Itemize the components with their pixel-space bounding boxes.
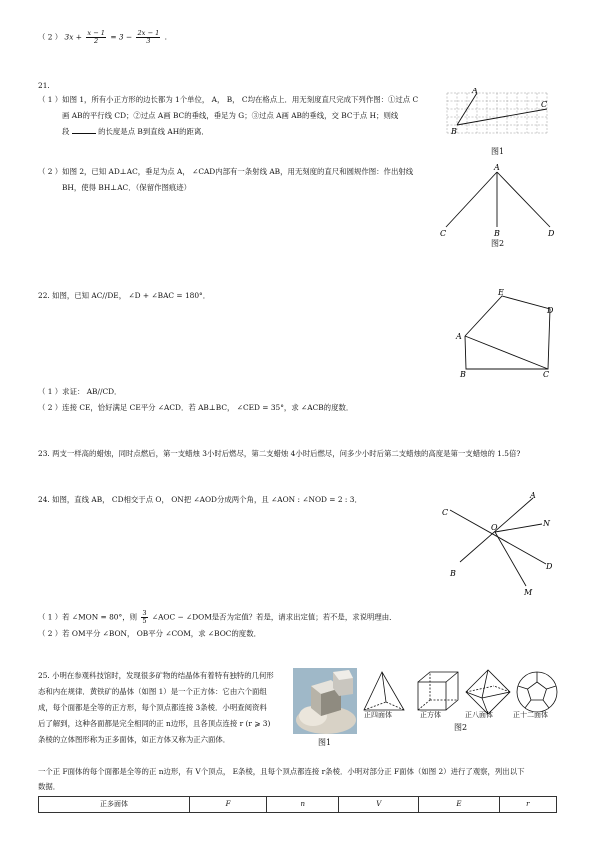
p24-q1-frac xyxy=(141,610,147,625)
p24-label-a: A xyxy=(530,491,536,500)
p21-part2-line2: BH，使得 BH⊥AC．（保留作图痕迹） xyxy=(62,183,192,192)
polyhedra-data-table xyxy=(38,796,557,813)
fig2-label-a: A xyxy=(494,163,500,172)
table-header-cell: 正多面体 xyxy=(39,797,190,813)
p25-paragraph2-line2: 数据． xyxy=(38,782,61,791)
segment-bc xyxy=(457,109,547,125)
p25-paragraph1 xyxy=(38,670,274,750)
segment-ac xyxy=(465,336,548,369)
p25-line: 态和内在规律．黄铁矿的晶体（如图 1）是一个正方体：它由六个面组 xyxy=(38,687,267,696)
p24-label-o: O xyxy=(491,523,498,532)
p25-paragraph2-line1: 一个正 F面体的每个面都是全等的正 n边形，有 V个顶点， E条棱，且每个顶点都连接 r条棱．小明对部分正 F面体（如图 2）进行了观察，列出以下 xyxy=(38,767,525,776)
p21-figure1 xyxy=(443,88,553,150)
p22-label-e: E xyxy=(498,288,504,297)
solid-label-octahedron: 正八面体 xyxy=(465,711,493,719)
p24-label-c: C xyxy=(442,508,449,517)
table-header-cell: r xyxy=(499,797,556,813)
ray-om xyxy=(495,532,526,586)
p20-eq-a: 3x + xyxy=(64,32,82,42)
ray-ad xyxy=(497,172,550,227)
p22-label-a: A xyxy=(456,332,462,341)
p20-frac2 xyxy=(136,30,160,45)
quad-outline xyxy=(465,296,550,369)
p25-line: 成，每个面都是全等的正方形，每个顶点都连接 3条棱．小明查阅资料 xyxy=(38,703,267,712)
tetrahedron-icon xyxy=(364,672,404,710)
p21-part2-line1: （ 2 ）如图 2，已知 AD⊥AC，垂足为点 A， ∠CAD内部有一条射线 AB，用无刻度的直尺和圆规作图：作出射线 xyxy=(38,167,414,176)
pyrite-crystal-photo xyxy=(293,668,357,734)
p24-label-m: M xyxy=(524,588,533,597)
p24-label-b: B xyxy=(450,569,456,578)
p25-line: 25. 小明在参观科技馆时，发现很多矿物的结晶体有着特有独特的几何形 xyxy=(38,671,274,680)
p21-figure1-caption: 图1 xyxy=(491,147,505,156)
p20-eq-end: . xyxy=(164,32,168,42)
octahedron-icon xyxy=(466,670,510,714)
p20-frac2-num: 2x − 1 xyxy=(137,29,160,37)
p21-figure2 xyxy=(435,162,559,238)
p20-frac2-den: 3 xyxy=(146,36,151,45)
p22-question1: （ 1 ）求证： AB//CD． xyxy=(38,387,122,396)
p22-figure xyxy=(452,286,562,378)
p24-question1 xyxy=(38,610,397,625)
p24-q1-frac-den: 5 xyxy=(142,616,147,625)
p20-frac1-den: 2 xyxy=(94,36,99,45)
dodecahedron-icon xyxy=(517,672,557,712)
p21-number: 21. xyxy=(38,81,50,90)
p20-equation xyxy=(38,30,167,45)
p24-stem: 24. 如图，直线 AB， CD相交于点 O， ON把 ∠AOD分成两个角，且 ∠AON : ∠NOD = 2 : 3． xyxy=(38,495,362,504)
p22-label-c: C xyxy=(543,370,550,378)
cube-icon xyxy=(418,672,458,710)
p25-figure2-caption: 图2 xyxy=(454,723,468,732)
p21-part1-line1: （ 1 ）如图 1，所有小正方形的边长都为 1个单位， A， B， C均在格点上．用无刻度直尺完成下列作图：①过点 C xyxy=(38,95,419,104)
p20-frac1 xyxy=(86,30,106,45)
solid-label-dodecahedron: 正十二面体 xyxy=(513,711,548,719)
solid-label-cube: 正方体 xyxy=(420,711,441,719)
p20-frac1-num: x − 1 xyxy=(87,29,105,37)
p23-stem: 23. 两支一样高的蜡烛，同时点燃后，第一支蜡烛 3小时后燃尽，第二支蜡烛 4小时后燃尽，问多少小时后第二支蜡烛的高度是第一支蜡烛的 1.5倍? xyxy=(38,449,521,458)
p21-part1-line3b: 的长度是点 B到直线 AH的距离． xyxy=(98,127,209,136)
p24-figure xyxy=(438,488,558,600)
p24-label-d: D xyxy=(546,562,553,571)
fig2-label-b: B xyxy=(494,229,500,238)
table-header-cell: n xyxy=(267,797,339,813)
fig1-label-a: A xyxy=(472,88,478,95)
fig2-label-d: D xyxy=(548,229,555,238)
p21-part1-line3 xyxy=(62,126,209,137)
p24-label-n: N xyxy=(543,519,550,528)
p22-label-d: D xyxy=(547,306,554,315)
p20-label: （ 2 ） xyxy=(38,32,63,42)
p22-stem: 22. 如图，已知 AC//DE， ∠D + ∠BAC = 180°． xyxy=(38,291,211,300)
fig1-label-c: C xyxy=(541,100,548,109)
solid-label-tetrahedron: 正四面体 xyxy=(364,711,392,719)
p24-question2: （ 2 ）若 OM平分 ∠BON， OB平分 ∠COM，求 ∠BOC的度数． xyxy=(38,629,261,638)
table-header-cell: V xyxy=(339,797,419,813)
table-header-cell: F xyxy=(190,797,267,813)
p21-part1-line3a: 段 xyxy=(62,127,70,136)
p21-figure2-caption: 图2 xyxy=(491,239,505,248)
p20-eq-b: = 3 − xyxy=(110,32,133,42)
grid-lines xyxy=(447,93,547,133)
p24-q1-b: ∠AOC − ∠DOM是否为定值？若是，请求出定值；若不是，求说明理由． xyxy=(151,612,397,622)
p21-part1-line2: 画 AB的平行线 CD；②过点 A画 BC的垂线，垂足为 G；③过点 A画 AB的垂线，交 BC于点 H；则线 xyxy=(62,111,399,120)
p24-q1-a: （ 1 ）若 ∠MON = 80°，则 xyxy=(38,612,137,622)
p22-question2: （ 2 ）连接 CE，恰好满足 CE平分 ∠ACD．若 AB⊥BC， ∠CED = 35°，求 ∠ACB的度数． xyxy=(38,403,354,412)
fig1-label-b: B xyxy=(451,127,457,136)
fig2-label-c: C xyxy=(440,229,447,238)
p22-label-b: B xyxy=(460,370,466,378)
p25-figure1-caption: 图1 xyxy=(318,738,332,747)
table-row xyxy=(39,797,557,813)
table-header-cell: E xyxy=(419,797,500,813)
p24-q1-frac-num: 3 xyxy=(142,609,147,617)
p25-line: 后了解到，这种各面都是完全相同的正 n边形，且各顶点连接 r (r ⩾ 3) xyxy=(38,719,271,728)
answer-blank xyxy=(72,126,96,134)
p25-line: 条棱的立体图形称为正多面体，如正方体又称为正六面体． xyxy=(38,735,231,744)
ray-ac xyxy=(446,172,497,227)
